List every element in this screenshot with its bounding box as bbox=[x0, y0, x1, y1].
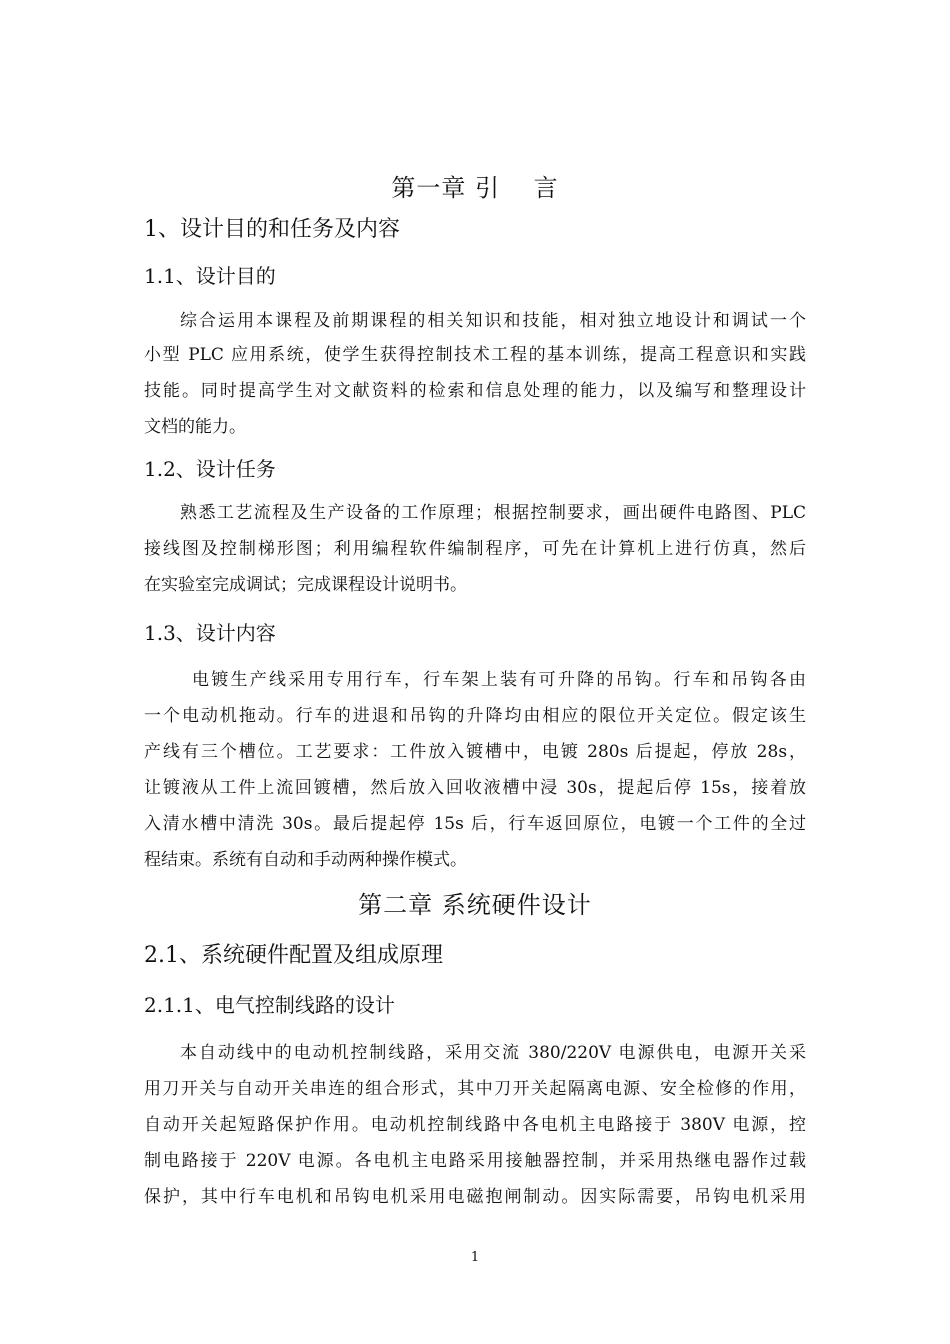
section-2-1-1-heading: 2.1.1、电气控制线路的设计 bbox=[144, 993, 395, 1017]
chapter-1-title: 第一章 引 言 bbox=[391, 174, 559, 202]
paragraph-line: 电镀生产线采用专用行车，行车架上装有可升降的吊钩。行车和吊钩各由 bbox=[192, 670, 806, 690]
paragraph-line: 入清水槽中清洗 30s。最后提起停 15s 后，行车返回原位，电镀一个工件的全过 bbox=[144, 814, 807, 834]
paragraph-line: 技能。同时提高学生对文献资料的检索和信息处理的能力，以及编写和整理设计 bbox=[144, 381, 806, 401]
paragraph-line: 程结束。系统有自动和手动两种操作模式。 bbox=[144, 850, 467, 870]
section-1-3-heading: 1.3、设计内容 bbox=[144, 621, 276, 645]
section-2-1-heading: 2.1、系统硬件配置及组成原理 bbox=[144, 943, 443, 968]
paragraph-line: 产线有三个槽位。工艺要求：工件放入镀槽中，电镀 280s 后提起，停放 28s， bbox=[144, 742, 806, 762]
paragraph-line: 本自动线中的电动机控制线路，采用交流 380/220V 电源供电，电源开关采 bbox=[180, 1043, 806, 1063]
paragraph-line: 在实验室完成调试；完成课程设计说明书。 bbox=[144, 575, 467, 595]
section-1-heading: 1、设计目的和任务及内容 bbox=[144, 217, 400, 242]
page-number: 1 bbox=[470, 1250, 480, 1265]
paragraph-line: 用刀开关与自动开关串连的组合形式，其中刀开关起隔离电源、安全检修的作用， bbox=[144, 1079, 806, 1099]
paragraph-line: 让镀液从工件上流回镀槽，然后放入回收液槽中浸 30s，提起后停 15s，接着放 bbox=[144, 778, 806, 798]
paragraph-line: 制电路接于 220V 电源。各电机主电路采用接触器控制，并采用热继电器作过载 bbox=[144, 1151, 806, 1171]
paragraph-line: 熟悉工艺流程及生产设备的工作原理；根据控制要求，画出硬件电路图、PLC bbox=[180, 503, 806, 523]
chapter-2-title: 第二章 系统硬件设计 bbox=[358, 891, 592, 919]
paragraph-line: 一个电动机拖动。行车的进退和吊钩的升降均由相应的限位开关定位。假定该生 bbox=[144, 706, 806, 726]
paragraph-line: 自动开关起短路保护作用。电动机控制线路中各电机主电路接于 380V 电源，控 bbox=[144, 1115, 806, 1135]
paragraph-line: 接线图及控制梯形图；利用编程软件编制程序，可先在计算机上进行仿真，然后 bbox=[144, 539, 806, 559]
paragraph-line: 文档的能力。 bbox=[144, 417, 246, 437]
paragraph-line: 保护，其中行车电机和吊钩电机采用电磁抱闸制动。因实际需要，吊钩电机采用 bbox=[144, 1187, 806, 1207]
section-1-2-heading: 1.2、设计任务 bbox=[144, 457, 276, 481]
paragraph-line: 小型 PLC 应用系统，使学生获得控制技术工程的基本训练，提高工程意识和实践 bbox=[144, 345, 806, 365]
section-1-1-heading: 1.1、设计目的 bbox=[144, 264, 276, 288]
paragraph-line: 综合运用本课程及前期课程的相关知识和技能，相对独立地设计和调试一个 bbox=[180, 311, 806, 331]
